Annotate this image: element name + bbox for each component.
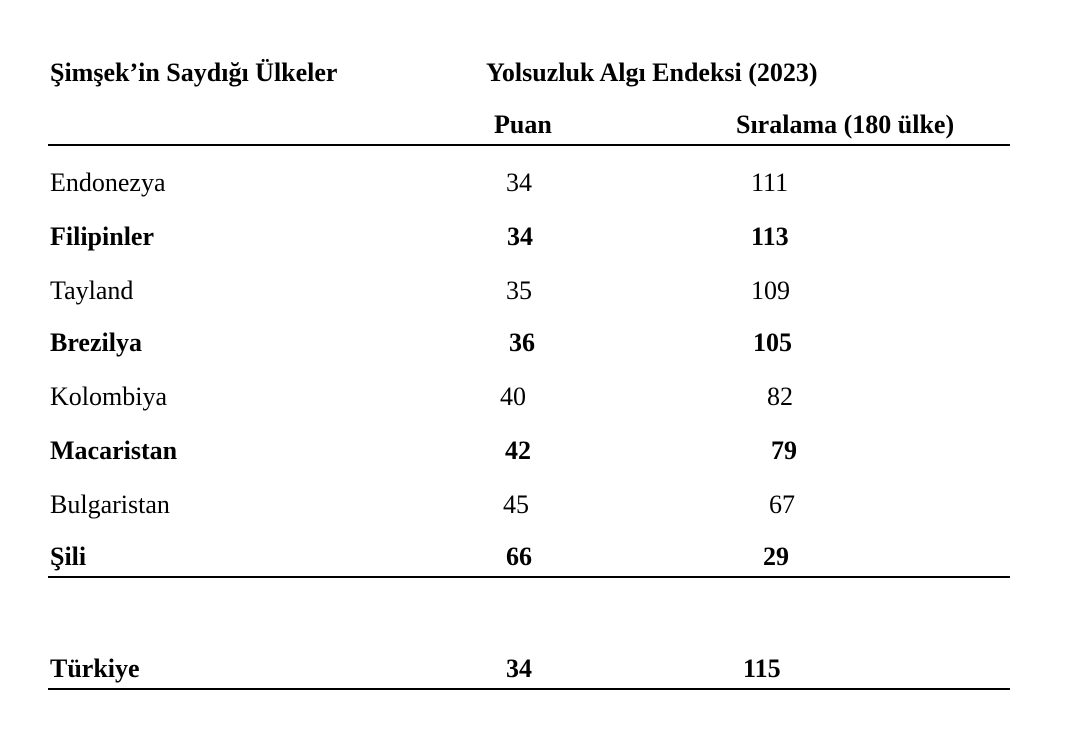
country-cell: Tayland <box>50 276 134 305</box>
rank-cell: 105 <box>753 328 792 357</box>
rank-cell: 79 <box>771 436 797 465</box>
table-bottom-divider <box>48 576 1010 578</box>
turkey-rank-cell: 115 <box>743 654 781 683</box>
rank-cell: 113 <box>751 222 789 251</box>
score-cell: 45 <box>503 490 529 519</box>
index-title: Yolsuzluk Algı Endeksi (2023) <box>486 58 818 87</box>
score-cell: 36 <box>509 328 535 357</box>
score-column-header: Puan <box>494 110 552 139</box>
country-cell: Şili <box>50 542 87 571</box>
country-cell: Filipinler <box>50 222 154 251</box>
score-cell: 34 <box>506 168 532 197</box>
score-cell: 42 <box>505 436 531 465</box>
rank-cell: 111 <box>751 168 789 197</box>
score-cell: 66 <box>506 542 532 571</box>
rank-cell: 29 <box>763 542 789 571</box>
turkey-divider <box>48 688 1010 690</box>
countries-column-header: Şimşek’in Saydığı Ülkeler <box>50 58 338 87</box>
rank-cell: 82 <box>767 382 793 411</box>
turkey-score-cell: 34 <box>506 654 532 683</box>
country-cell: Brezilya <box>50 328 142 357</box>
score-cell: 35 <box>506 276 532 305</box>
country-cell: Bulgaristan <box>50 490 170 519</box>
turkey-country-cell: Türkiye <box>50 654 140 683</box>
rank-cell: 109 <box>751 276 790 305</box>
country-cell: Kolombiya <box>50 382 167 411</box>
country-cell: Macaristan <box>50 436 178 465</box>
rank-cell: 67 <box>769 490 795 519</box>
score-cell: 40 <box>500 382 526 411</box>
header-divider <box>48 144 1010 146</box>
rank-column-header: Sıralama (180 ülke) <box>736 110 955 139</box>
country-cell: Endonezya <box>50 168 166 197</box>
score-cell: 34 <box>507 222 533 251</box>
